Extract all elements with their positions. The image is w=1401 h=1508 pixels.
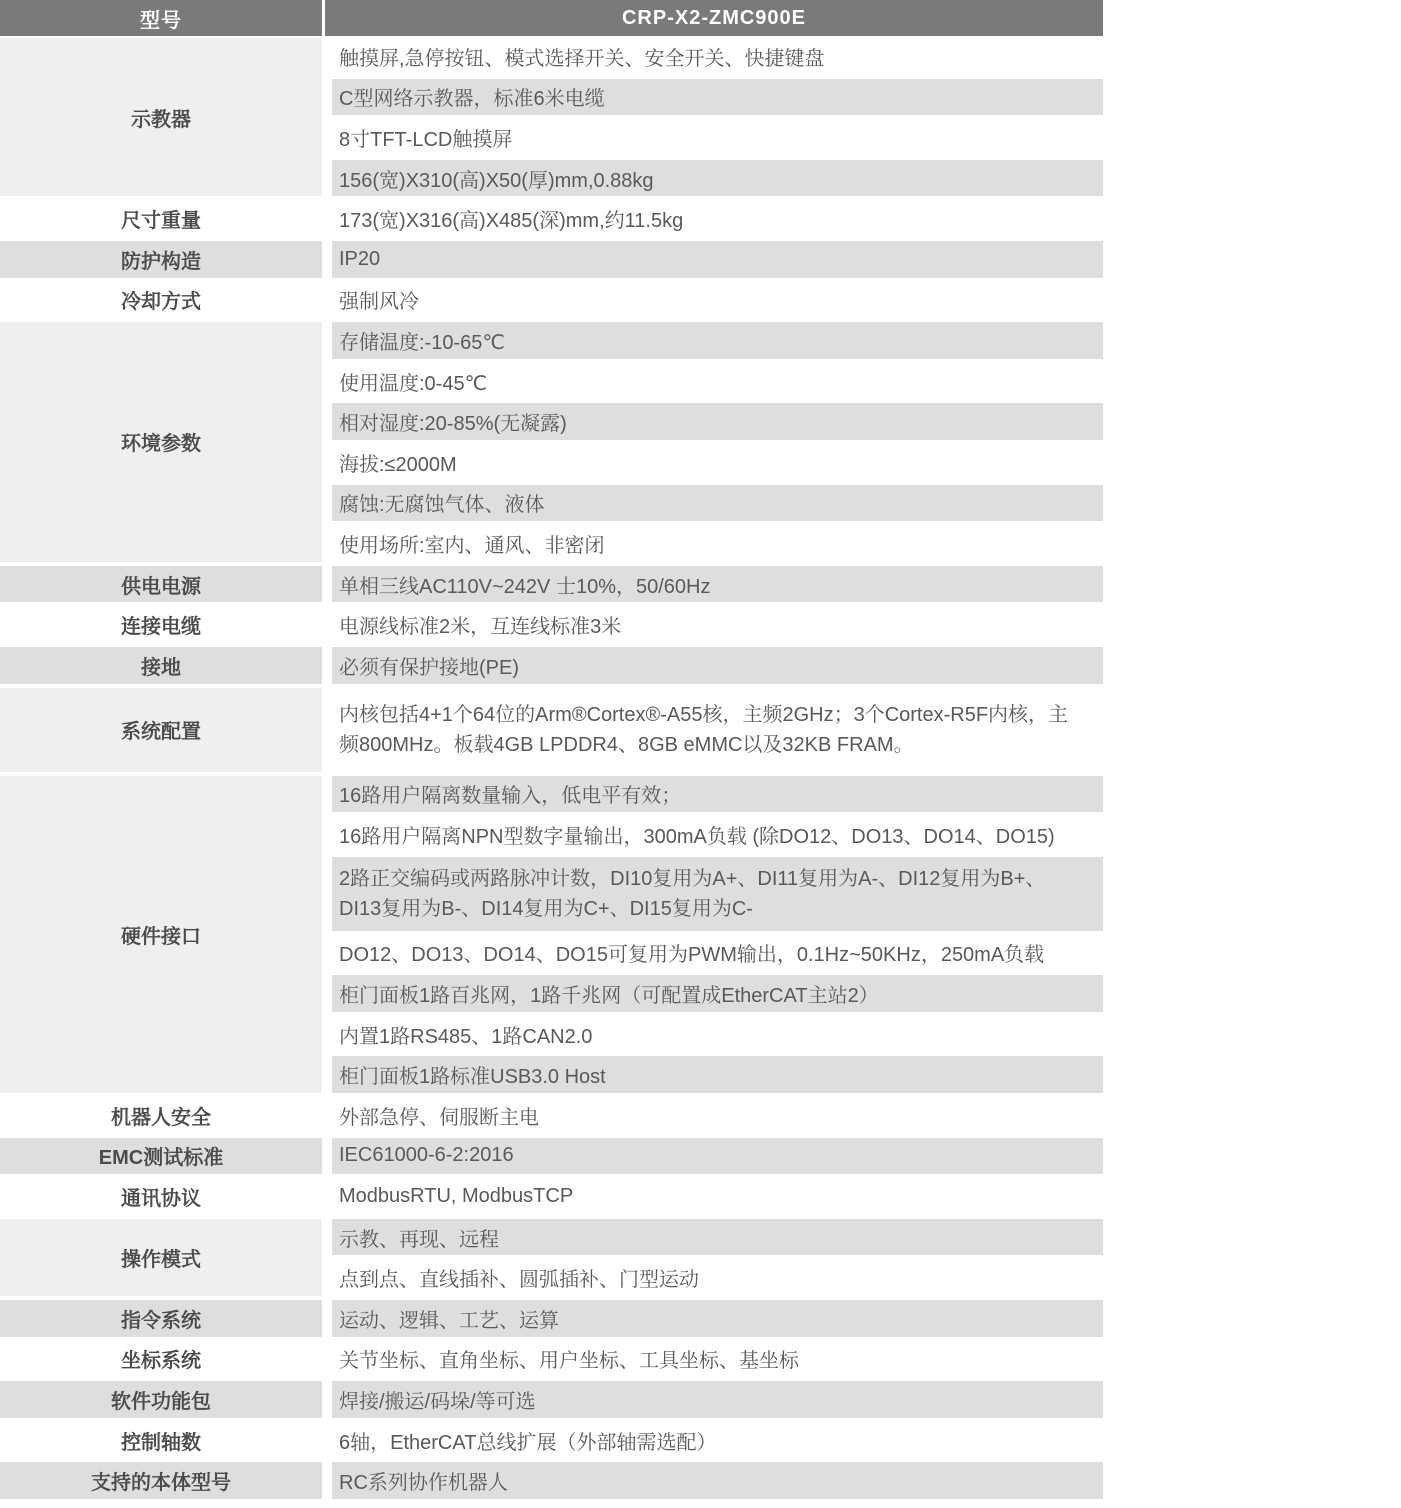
row-value: 示教、再现、远程 [332, 1217, 1103, 1258]
row-label: 防护构造 [0, 239, 332, 280]
row-value: 海拔:≤2000M [332, 442, 1103, 483]
row-value: 柜门面板1路标准USB3.0 Host [332, 1054, 1103, 1095]
spec-section [0, 1095, 1103, 1136]
row-values [332, 36, 1103, 198]
row-value: 焊接/搬运/码垛/等可选 [332, 1379, 1103, 1420]
row-values [332, 1217, 1103, 1298]
row-label: 支持的本体型号 [0, 1460, 332, 1501]
row-label: 操作模式 [0, 1217, 332, 1298]
row-value: 点到点、直线插补、圆弧插补、门型运动 [332, 1257, 1103, 1298]
row-values [332, 1460, 1103, 1501]
spec-section [0, 1339, 1103, 1380]
row-value: 关节坐标、直角坐标、用户坐标、工具坐标、基坐标 [332, 1339, 1103, 1380]
row-value: RC系列协作机器人 [332, 1460, 1103, 1501]
spec-section [0, 280, 1103, 321]
row-label: 机器人安全 [0, 1095, 332, 1136]
row-values [332, 1136, 1103, 1177]
row-value: IEC61000-6-2:2016 [332, 1136, 1103, 1177]
row-label: 控制轴数 [0, 1420, 332, 1461]
row-label: 软件功能包 [0, 1379, 332, 1420]
row-value: 腐蚀:无腐蚀气体、液体 [332, 483, 1103, 524]
spec-section [0, 1420, 1103, 1461]
row-label: 通讯协议 [0, 1176, 332, 1217]
row-value: 2路正交编码或两路脉冲计数，DI10复用为A+、DI11复用为A-、DI12复用为B+、DI13复用为B-、DI14复用为C+、DI15复用为C- [332, 855, 1103, 933]
row-values [332, 1095, 1103, 1136]
spec-table-body [0, 36, 1103, 1501]
spec-section [0, 1460, 1103, 1501]
row-value: DO12、DO13、DO14、DO15可复用为PWM输出，0.1Hz~50KHz，250mA负载 [332, 933, 1103, 974]
row-values [332, 686, 1103, 774]
row-values [332, 1379, 1103, 1420]
row-value: IP20 [332, 239, 1103, 280]
row-value: 单相三线AC110V~242V 士10%，50/60Hz [332, 564, 1103, 605]
row-values [332, 645, 1103, 686]
row-value: 必须有保护接地(PE) [332, 645, 1103, 686]
spec-section [0, 1176, 1103, 1217]
header-model-value: CRP-X2-ZMC900E [621, 6, 807, 29]
row-value: 16路用户隔离数量输入，低电平有效； [332, 774, 1103, 815]
row-label: 冷却方式 [0, 280, 332, 321]
row-value: 内核包括4+1个64位的Arm®Cortex®-A55核，主频2GHz；3个Cortex-R5F内核，主频800MHz。板载4GB LPDDR4、8GB eMMC以及32KB FRAM。 [332, 686, 1103, 774]
row-values [332, 1339, 1103, 1380]
row-label: 尺寸重量 [0, 198, 332, 239]
row-value: 6轴，EtherCAT总线扩展（外部轴需选配） [332, 1420, 1103, 1461]
row-values [332, 564, 1103, 605]
spec-section [0, 198, 1103, 239]
row-values [332, 1420, 1103, 1461]
spec-section [0, 1298, 1103, 1339]
row-label: 坐标系统 [0, 1339, 332, 1380]
spec-section [0, 239, 1103, 280]
row-label: 接地 [0, 645, 332, 686]
row-value: 内置1路RS485、1路CAN2.0 [332, 1014, 1103, 1055]
spec-section [0, 686, 1103, 774]
row-value: 8寸TFT-LCD触摸屏 [332, 117, 1103, 158]
row-label: 连接电缆 [0, 604, 332, 645]
row-value: 使用温度:0-45℃ [332, 361, 1103, 402]
spec-section [0, 1136, 1103, 1177]
row-label: 示教器 [0, 36, 332, 198]
row-value: 外部急停、伺服断主电 [332, 1095, 1103, 1136]
row-label: 环境参数 [0, 320, 332, 564]
row-value: 柜门面板1路百兆网，1路千兆网（可配置成EtherCAT主站2） [332, 973, 1103, 1014]
row-values [332, 280, 1103, 321]
row-label: 系统配置 [0, 686, 332, 774]
row-values [332, 1176, 1103, 1217]
row-value: C型网络示教器，标准6米电缆 [332, 77, 1103, 118]
row-value: 触摸屏,急停按钮、模式选择开关、安全开关、快捷键盘 [332, 36, 1103, 77]
row-value: 强制风冷 [332, 280, 1103, 321]
row-value: 156(宽)X310(高)X50(厚)mm,0.88kg [332, 158, 1103, 199]
row-value: 存储温度:-10-65℃ [332, 320, 1103, 361]
table-header-row [0, 0, 1103, 36]
spec-section [0, 774, 1103, 1096]
spec-section [0, 604, 1103, 645]
spec-section [0, 1217, 1103, 1298]
row-values [332, 320, 1103, 564]
spec-section [0, 645, 1103, 686]
row-values [332, 239, 1103, 280]
row-label: 供电电源 [0, 564, 332, 605]
spec-section [0, 1379, 1103, 1420]
row-values [332, 198, 1103, 239]
header-model-label: 型号 [0, 0, 325, 36]
row-value: 电源线标准2米，互连线标准3米 [332, 604, 1103, 645]
row-value: 173(宽)X316(高)X485(深)mm,约11.5kg [332, 198, 1103, 239]
row-label: 指令系统 [0, 1298, 332, 1339]
row-value: 相对湿度:20-85%(无凝露) [332, 401, 1103, 442]
row-value: 使用场所:室内、通风、非密闭 [332, 523, 1103, 564]
spec-section [0, 320, 1103, 564]
row-values [332, 1298, 1103, 1339]
spec-section [0, 36, 1103, 198]
row-value: ModbusRTU, ModbusTCP [332, 1176, 1103, 1217]
row-values [332, 604, 1103, 645]
row-values [332, 774, 1103, 1096]
row-value: 16路用户隔离NPN型数字量输出，300mA负载 (除DO12、DO13、DO14、DO15) [332, 814, 1103, 855]
row-label: 硬件接口 [0, 774, 332, 1096]
spec-section [0, 564, 1103, 605]
row-value: 运动、逻辑、工艺、运算 [332, 1298, 1103, 1339]
row-label: EMC测试标准 [0, 1136, 332, 1177]
